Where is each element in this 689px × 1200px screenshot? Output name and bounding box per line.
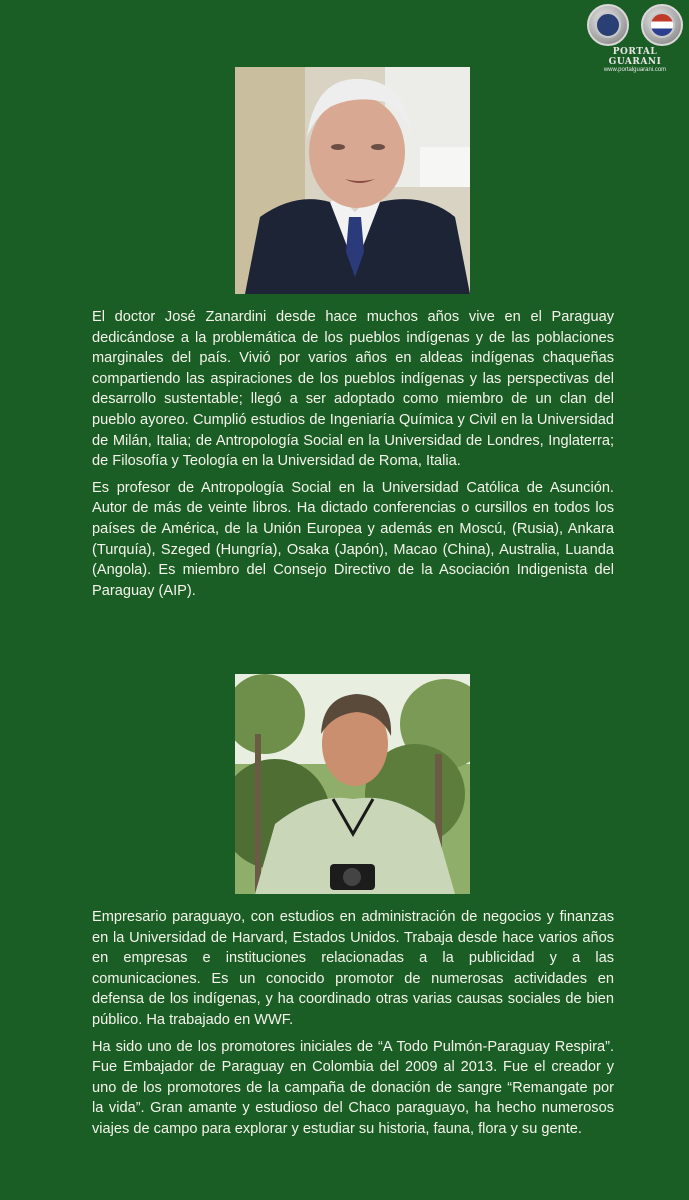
logo-name: PORTAL GUARANI: [608, 47, 662, 67]
bio-jose-zanardini: [92, 307, 614, 607]
bio-businessman: [92, 907, 614, 1146]
portrait-jose-zanardini: [235, 67, 470, 294]
logo-url: www.portalguarani.com: [603, 67, 667, 73]
logo-seals: [587, 4, 683, 46]
bio2-paragraph-2: Ha sido uno de los promotores iniciales de “A Todo Pulmón-Paraguay Respira”. Fue Embajador de Paraguay en Colombia del 2009 al 2013. Fue el creador y uno de los promotores de la campaña de donación de sangre “Remangate por la vida”. Gran amante y estudioso del Chaco paraguayo, ha hecho numerosos viajes de campo para explorar y estudiar su historia, fauna, flora y su gente.: [92, 1038, 614, 1137]
bio2-paragraph-1: Empresario paraguayo, con estudios en administración de negocios y finanzas en la Universidad de Harvard, Estados Unidos. Trabaja desde hace varios años en empresas e instituciones relacionadas a la publicidad y a las comunicaciones. Es un conocido promotor de numerosas actividades en defensa de los indígenas, y ha coordinado otras varias causas sociales de bien público. Ha trabajado en WWF.: [92, 909, 614, 1028]
seal-left-icon: [587, 4, 629, 46]
portal-guarani-logo: [587, 4, 683, 74]
portrait-businessman: [235, 674, 470, 894]
bio1-paragraph-2: Es profesor de Antropología Social en la Universidad Católica de Asunción. Autor de más de veinte libros. Ha dictado conferencias o cursillos en todos los países de América, de la Unión Europea y además en Moscú, (Rusia), Ankara (Turquía), Szeged (Hungría), Osaka (Japón), Macao (China), Australia, Luanda (Angola). Es miembro del Consejo Directivo de la Asociación Indigenista del Paraguay (AIP).: [92, 479, 614, 599]
bio1-paragraph-1: El doctor José Zanardini desde hace muchos años vive en el Paraguay dedicándose a la problemática de los pueblos indígenas y de las poblaciones marginales del país. Vivió por varios años en aldeas indígenas chaqueñas compartiendo las aspiraciones de los pueblos indígenas y las perspectivas del desarrollo sustentable; llegó a ser adoptado como miembro de un clan del pueblo ayoreo. Cumplió estudios de Ingeniaría Química y Civil en la Universidad de Milán, Italia; de Antropología Social en la Universidad de Londres, Inglaterra; de Filosofía y Teología en la Universidad de Roma, Italia.: [92, 309, 614, 470]
paraguay-seal-icon: [641, 4, 683, 46]
